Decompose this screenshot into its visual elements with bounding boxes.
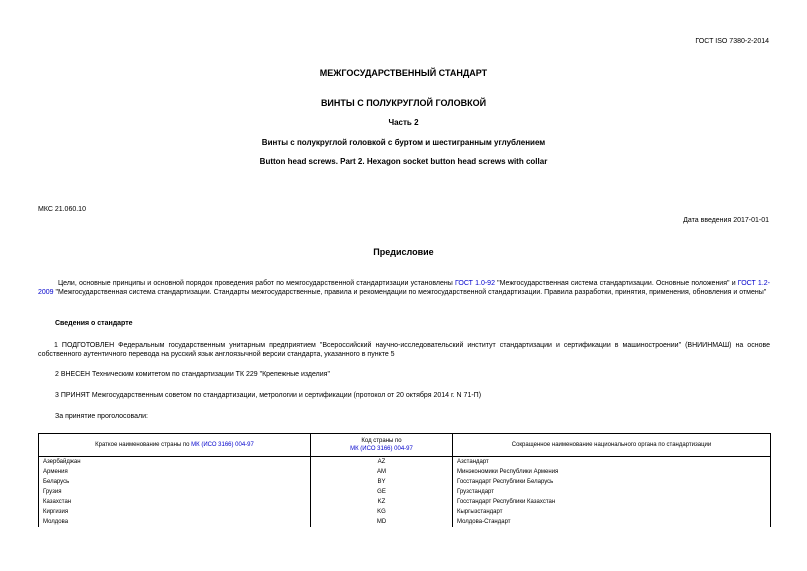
national-body-cell: Кыргызстандарт (453, 507, 771, 517)
title-screws: ВИНТЫ С ПОЛУКРУГЛОЙ ГОЛОВКОЙ (320, 98, 487, 108)
header-country-text: Краткое наименование страны по (95, 442, 192, 448)
table-row (39, 457, 771, 468)
national-body-cell: Госстандарт Республики Казахстан (453, 497, 771, 507)
title-interstate-standard: МЕЖГОСУДАРСТВЕННЫЙ СТАНДАРТ (319, 68, 488, 78)
mks-code: МКС 21.060.10 (38, 206, 86, 213)
introduction-date: Дата введения 2017-01-01 (683, 217, 769, 224)
table-row (39, 477, 771, 487)
country-name-cell: Грузия (39, 487, 311, 497)
item-prepared: 1 ПОДГОТОВЛЕН Федеральным государственным унитарным предприятием "Всероссийский научно-исследовательский институт стандартизации и сертификации в машиностроении" (ВНИИНМАШ) на основе собственного аутентичного перевода на русский язык англоязычной версии стандарта, указанного в пункте 5 (38, 342, 770, 358)
voted-label: За принятие проголосовали: (55, 413, 148, 420)
item-adopted: 3 ПРИНЯТ Межгосударственным советом по стандартизации, метрологии и сертификации (протокол от 20 октября 2014 г. N 71-П) (55, 392, 482, 399)
standard-info-heading: Сведения о стандарте (55, 320, 133, 327)
header-country-code (311, 434, 453, 457)
document-id: ГОСТ ISO 7380-2-2014 (695, 38, 769, 45)
table-row (39, 487, 771, 497)
header-code-text: Код страны по (361, 438, 402, 444)
country-name-cell: Молдова (39, 517, 311, 527)
national-body-cell: Азстандарт (453, 457, 771, 468)
header-country-name (39, 434, 311, 457)
table-row (39, 497, 771, 507)
preface-text-b: "Межгосударственная система стандартизации. Основные положения" и (494, 280, 738, 287)
preface-text-a: Цели, основные принципы и основной порядок проведения работ по межгосударственной стандартизации установлены (58, 280, 455, 287)
preface-heading: Предисловие (373, 247, 434, 257)
item-introduced: 2 ВНЕСЕН Техническим комитетом по стандартизации ТК 229 "Крепежные изделия" (55, 371, 330, 378)
national-body-cell: Минэкономики Республики Армения (453, 467, 771, 477)
mk-iso-3166-link[interactable]: МК (ИСО 3166) 004-97 (191, 442, 254, 448)
country-code-cell: AM (311, 467, 453, 477)
country-code-cell: GE (311, 487, 453, 497)
country-code-cell: KZ (311, 497, 453, 507)
gost-1-0-92-link[interactable]: ГОСТ 1.0-92 (454, 280, 495, 287)
table-row (39, 517, 771, 527)
country-code-cell: AZ (311, 457, 453, 468)
national-body-cell: Грузстандарт (453, 487, 771, 497)
table-header-row (39, 434, 771, 457)
country-name-cell: Казахстан (39, 497, 311, 507)
table-row (39, 467, 771, 477)
countries-table (38, 433, 771, 527)
country-name-cell: Армения (39, 467, 311, 477)
header-national-body: Сокращенное наименование национального органа по стандартизации (453, 434, 771, 457)
country-name-cell: Киргизия (39, 507, 311, 517)
subtitle-english: Button head screws. Part 2. Hexagon socket button head screws with collar (259, 157, 548, 166)
mk-iso-3166-code-link[interactable]: МК (ИСО 3166) 004-97 (350, 446, 413, 452)
gost-1-2-2009-link[interactable]: ГОСТ 1.2-2009 (38, 280, 770, 296)
country-name-cell: Беларусь (39, 477, 311, 487)
subtitle-russian: Винты с полукруглой головкой с буртом и шестигранным углублением (261, 138, 546, 147)
national-body-cell: Госстандарт Республики Беларусь (453, 477, 771, 487)
country-name-cell: Азербайджан (39, 457, 311, 468)
country-code-cell: MD (311, 517, 453, 527)
country-code-cell: BY (311, 477, 453, 487)
preface-text-c: "Межгосударственная система стандартизации. Стандарты межгосударственные, правила и рекомендации по межгосударственной стандартизации. Правила разработки, принятия, применения, обновления и отмены" (53, 289, 767, 296)
country-code-cell: KG (311, 507, 453, 517)
preface-paragraph-1 (38, 279, 770, 297)
national-body-cell: Молдова-Стандарт (453, 517, 771, 527)
table-row (39, 507, 771, 517)
title-part: Часть 2 (388, 118, 419, 127)
